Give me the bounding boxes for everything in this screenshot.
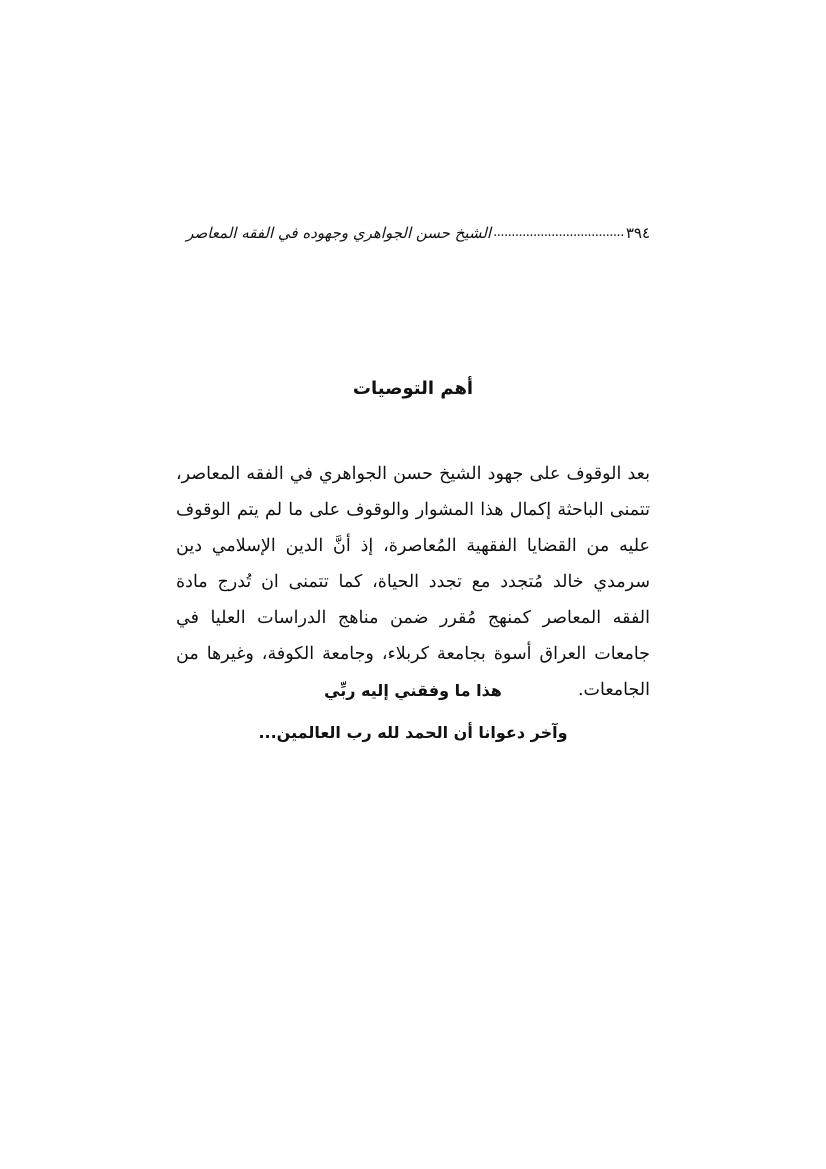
closing-line-1: هذا ما وفقني إليه ربِّي bbox=[324, 681, 502, 700]
recommendations-paragraph: بعد الوقوف على جهود الشيخ حسن الجواهري في الفقه المعاصر، تتمنى الباحثة إكمال هذا المشوار والوقوف على ما لم يتم الوقوف عليه من القضايا الفقهية المُعاصرة، إذ أنَّ الدين الإسلامي دين سرمدي خالد مُتجدد مع تجدد الحياة، كما تتمنى ان تُدرج مادة الفقه المعاصر كمنهج مُقرر ضمن مناهج الدراسات العليا في جامعات العراق أسوة بجامعة كربلاء، وجامعة الكوفة، وغيرها من الجامعات. bbox=[176, 463, 650, 700]
closing-line-2: وآخر دعوانا أن الحمد لله رب العالمين... bbox=[258, 723, 568, 742]
section-heading: أهم التوصيات bbox=[352, 378, 474, 399]
running-header bbox=[176, 218, 650, 248]
page-number: ٣٩٤ bbox=[625, 224, 650, 242]
header-dot-leader: .................................... bbox=[493, 225, 624, 240]
header-book-title: الشيخ حسن الجواهري وجهوده في الفقه المعاصر bbox=[186, 224, 492, 242]
